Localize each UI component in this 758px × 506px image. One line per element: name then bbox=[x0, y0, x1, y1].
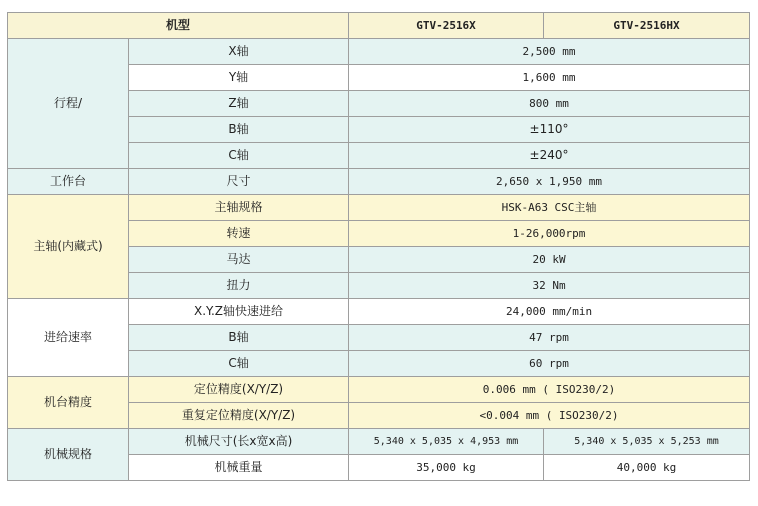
row-label: Y轴 bbox=[129, 65, 349, 91]
row-label: 尺寸 bbox=[129, 169, 349, 195]
header-model-label: 机型 bbox=[8, 13, 349, 39]
row-label: Z轴 bbox=[129, 91, 349, 117]
row-value-b: 5,340 x 5,035 x 5,253 mm bbox=[544, 429, 750, 455]
row-value-b: 40,000 kg bbox=[544, 455, 750, 481]
row-value: 32 Nm bbox=[349, 273, 750, 299]
group-accuracy: 机台精度 bbox=[8, 377, 129, 429]
table-row bbox=[8, 195, 750, 221]
row-value: 2,500 mm bbox=[349, 39, 750, 65]
row-label: 定位精度(X/Y/Z) bbox=[129, 377, 349, 403]
row-value: 24,000 mm/min bbox=[349, 299, 750, 325]
row-value: 60 rpm bbox=[349, 351, 750, 377]
row-label: B轴 bbox=[129, 117, 349, 143]
row-label: 转速 bbox=[129, 221, 349, 247]
row-value: 47 rpm bbox=[349, 325, 750, 351]
group-spindle: 主轴(内藏式) bbox=[8, 195, 129, 299]
table-row bbox=[8, 39, 750, 65]
row-value-a: 5,340 x 5,035 x 4,953 mm bbox=[349, 429, 544, 455]
row-value: ±110° bbox=[349, 117, 750, 143]
group-machine: 机械规格 bbox=[8, 429, 129, 481]
row-value: 0.006 mm ( ISO230/2) bbox=[349, 377, 750, 403]
row-label: B轴 bbox=[129, 325, 349, 351]
row-value: 2,650 x 1,950 mm bbox=[349, 169, 750, 195]
row-label: 扭力 bbox=[129, 273, 349, 299]
row-label: C轴 bbox=[129, 143, 349, 169]
row-value-a: 35,000 kg bbox=[349, 455, 544, 481]
group-travel: 行程/ bbox=[8, 39, 129, 169]
table-row bbox=[8, 169, 750, 195]
row-label: 马达 bbox=[129, 247, 349, 273]
table-row bbox=[8, 377, 750, 403]
spec-table bbox=[7, 12, 750, 481]
row-label: C轴 bbox=[129, 351, 349, 377]
row-value: 800 mm bbox=[349, 91, 750, 117]
header-row bbox=[8, 13, 750, 39]
row-value: HSK-A63 CSC主轴 bbox=[349, 195, 750, 221]
row-label: X.Y.Z轴快速进给 bbox=[129, 299, 349, 325]
row-label: 机械尺寸(长x宽x高) bbox=[129, 429, 349, 455]
row-value: 20 kW bbox=[349, 247, 750, 273]
row-label: 重复定位精度(X/Y/Z) bbox=[129, 403, 349, 429]
table-row bbox=[8, 299, 750, 325]
group-table: 工作台 bbox=[8, 169, 129, 195]
row-label: 机械重量 bbox=[129, 455, 349, 481]
row-label: 主轴规格 bbox=[129, 195, 349, 221]
header-model-b: GTV-2516HX bbox=[544, 13, 750, 39]
row-value: 1,600 mm bbox=[349, 65, 750, 91]
table-row bbox=[8, 429, 750, 455]
row-label: X轴 bbox=[129, 39, 349, 65]
row-value: ±240° bbox=[349, 143, 750, 169]
group-feed: 进给速率 bbox=[8, 299, 129, 377]
row-value: <0.004 mm ( ISO230/2) bbox=[349, 403, 750, 429]
row-value: 1-26,000rpm bbox=[349, 221, 750, 247]
header-model-a: GTV-2516X bbox=[349, 13, 544, 39]
